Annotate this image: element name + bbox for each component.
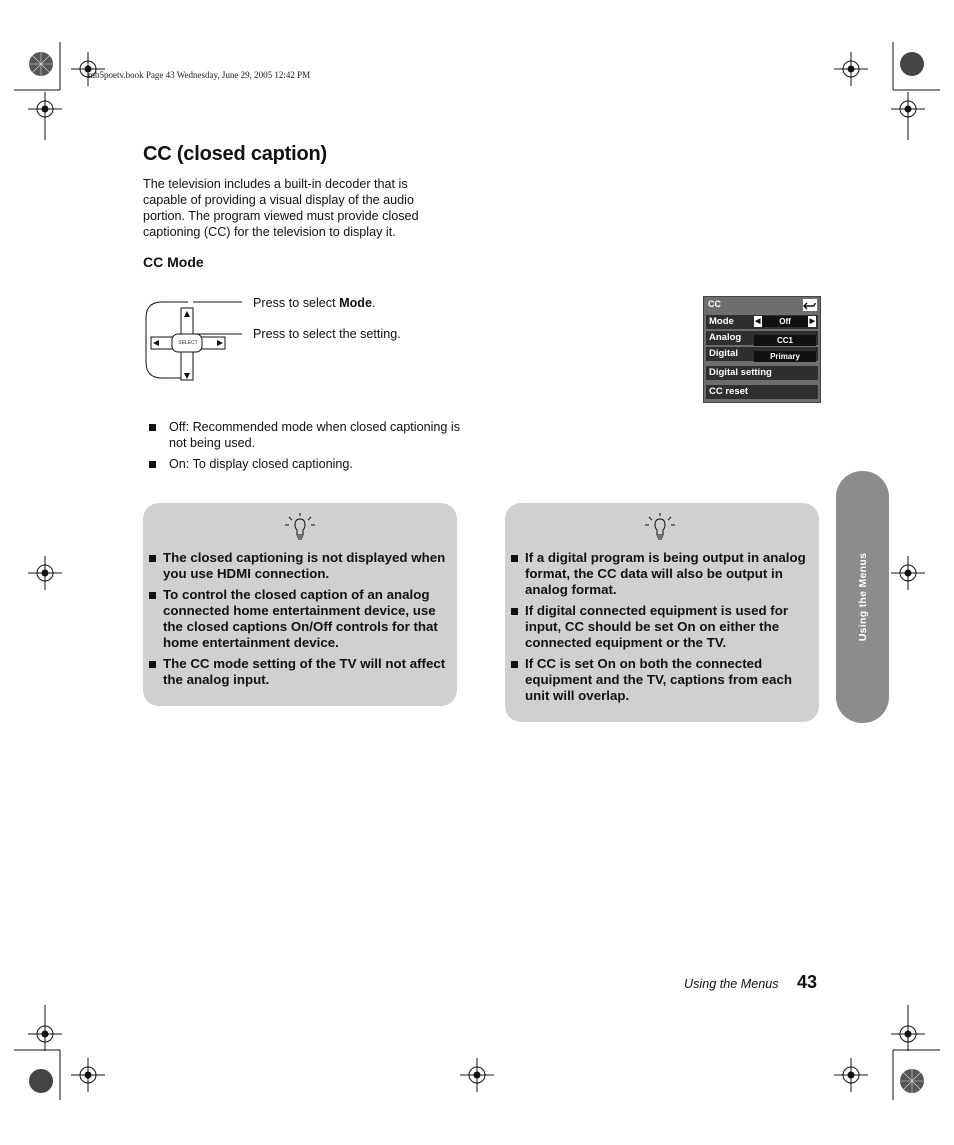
registration-target-icon [28,1017,62,1051]
tip-item-text: The CC mode setting of the TV will not affect the analog input. [163,656,446,687]
tip-item [143,656,449,688]
tip-item [143,587,449,651]
registration-target-icon [891,92,925,126]
list-item-text: Off: Recommended mode when closed captioning is not being used. [169,420,460,450]
callout-select-setting: Press to select the setting. [253,327,401,341]
page-title: CC (closed caption) [143,143,327,165]
tip-box-right [505,503,819,722]
registration-target-icon [71,52,105,86]
chapter-thumb-tab-label: Using the Menus [856,552,869,642]
intro-paragraph: The television includes a built-in decoder that is capable of providing a visual display of the audio portion. The program viewed must provide closed captioning (CC) for the television to display it. [143,177,419,239]
list-item [143,419,463,451]
registration-target-icon [460,1058,494,1092]
cc-menu-row-digital [706,347,818,361]
registration-target-icon [28,92,62,126]
tip-item-text: The closed captioning is not displayed when you use HDMI connection. [163,550,446,581]
cc-mode-options-list [143,419,463,477]
bullet-square-icon [511,608,518,615]
callout-text: Press to select [253,296,340,310]
registration-target-icon [891,556,925,590]
chevron-left-icon: ◀ [755,318,761,325]
cc-menu-row-label: Mode [709,316,734,327]
bullet-square-icon [149,461,156,468]
tip-item-text: If digital connected equipment is used for input, CC should be set On on either the connected equipment or the TV. [525,603,789,650]
bullet-square-icon [511,555,518,562]
cc-menu-row-label: Digital setting [709,367,772,378]
tip-box-left [143,503,457,706]
tip-item-text: To control the closed caption of an analog connected home entertainment device, use the closed captions On/Off controls for that home entertainment device. [163,587,438,650]
print-header-meta: mb5poetv.book Page 43 Wednesday, June 29, 2005 12:42 PM [88,70,311,80]
cc-menu-row-label: Analog [709,332,742,343]
callout-bold-mode: Mode [339,296,372,310]
tip-list-right [505,550,813,709]
lightbulb-icon [284,513,316,543]
dpad-select-label: SELECT [178,340,198,346]
cc-menu-title: CC [708,299,721,309]
cc-menu-row-cc-reset [706,385,818,399]
cc-menu-mode-selector [754,316,816,327]
bullet-square-icon [511,661,518,668]
bullet-square-icon [149,555,156,562]
starburst-mark-icon [28,51,54,77]
chevron-right-icon: ▶ [809,318,815,325]
bullet-square-icon [149,592,156,599]
cc-menu-row-mode [706,315,818,329]
list-item [143,456,463,472]
cc-menu-row-label: CC reset [709,386,749,397]
cc-menu-row-value: Primary [754,351,816,362]
tip-item [505,550,813,598]
bullet-square-icon [149,661,156,668]
tip-item [505,656,813,704]
tip-item-text: If a digital program is being output in analog format, the CC data will also be output in analog format. [525,550,806,597]
starburst-mark-icon [899,1068,925,1094]
bullet-square-icon [149,424,156,431]
registration-target-icon [891,1017,925,1051]
lightbulb-icon [644,513,676,543]
cc-menu-screenshot [703,296,821,403]
tip-item-text: If CC is set On on both the connected equipment and the TV, captions from each unit will overlap. [525,656,792,703]
section-title-cc-mode: CC Mode [143,254,204,270]
chapter-thumb-tab [836,471,889,723]
density-circle-icon [899,51,925,77]
density-circle-icon [28,1068,54,1094]
callout-text-suffix: . [371,296,376,310]
tip-item [143,550,449,582]
cc-menu-row-analog [706,331,818,345]
registration-target-icon [71,1058,105,1092]
cc-menu-row-value: Off [762,316,808,327]
list-item-text: On: To display closed captioning. [169,457,353,471]
cc-menu-row-label: Digital [709,348,739,359]
tip-item [505,603,813,651]
tip-list-left [143,550,449,693]
footer-page-number: 43 [797,972,818,992]
cc-menu-row-digital-setting [706,366,818,380]
back-arrow-icon [803,299,817,311]
footer-section-name: Using the Menus [684,977,779,991]
registration-target-icon [834,1058,868,1092]
registration-target-icon [28,556,62,590]
registration-target-icon [834,52,868,86]
cc-menu-row-value: CC1 [754,335,816,346]
callout-select-mode [253,296,375,310]
